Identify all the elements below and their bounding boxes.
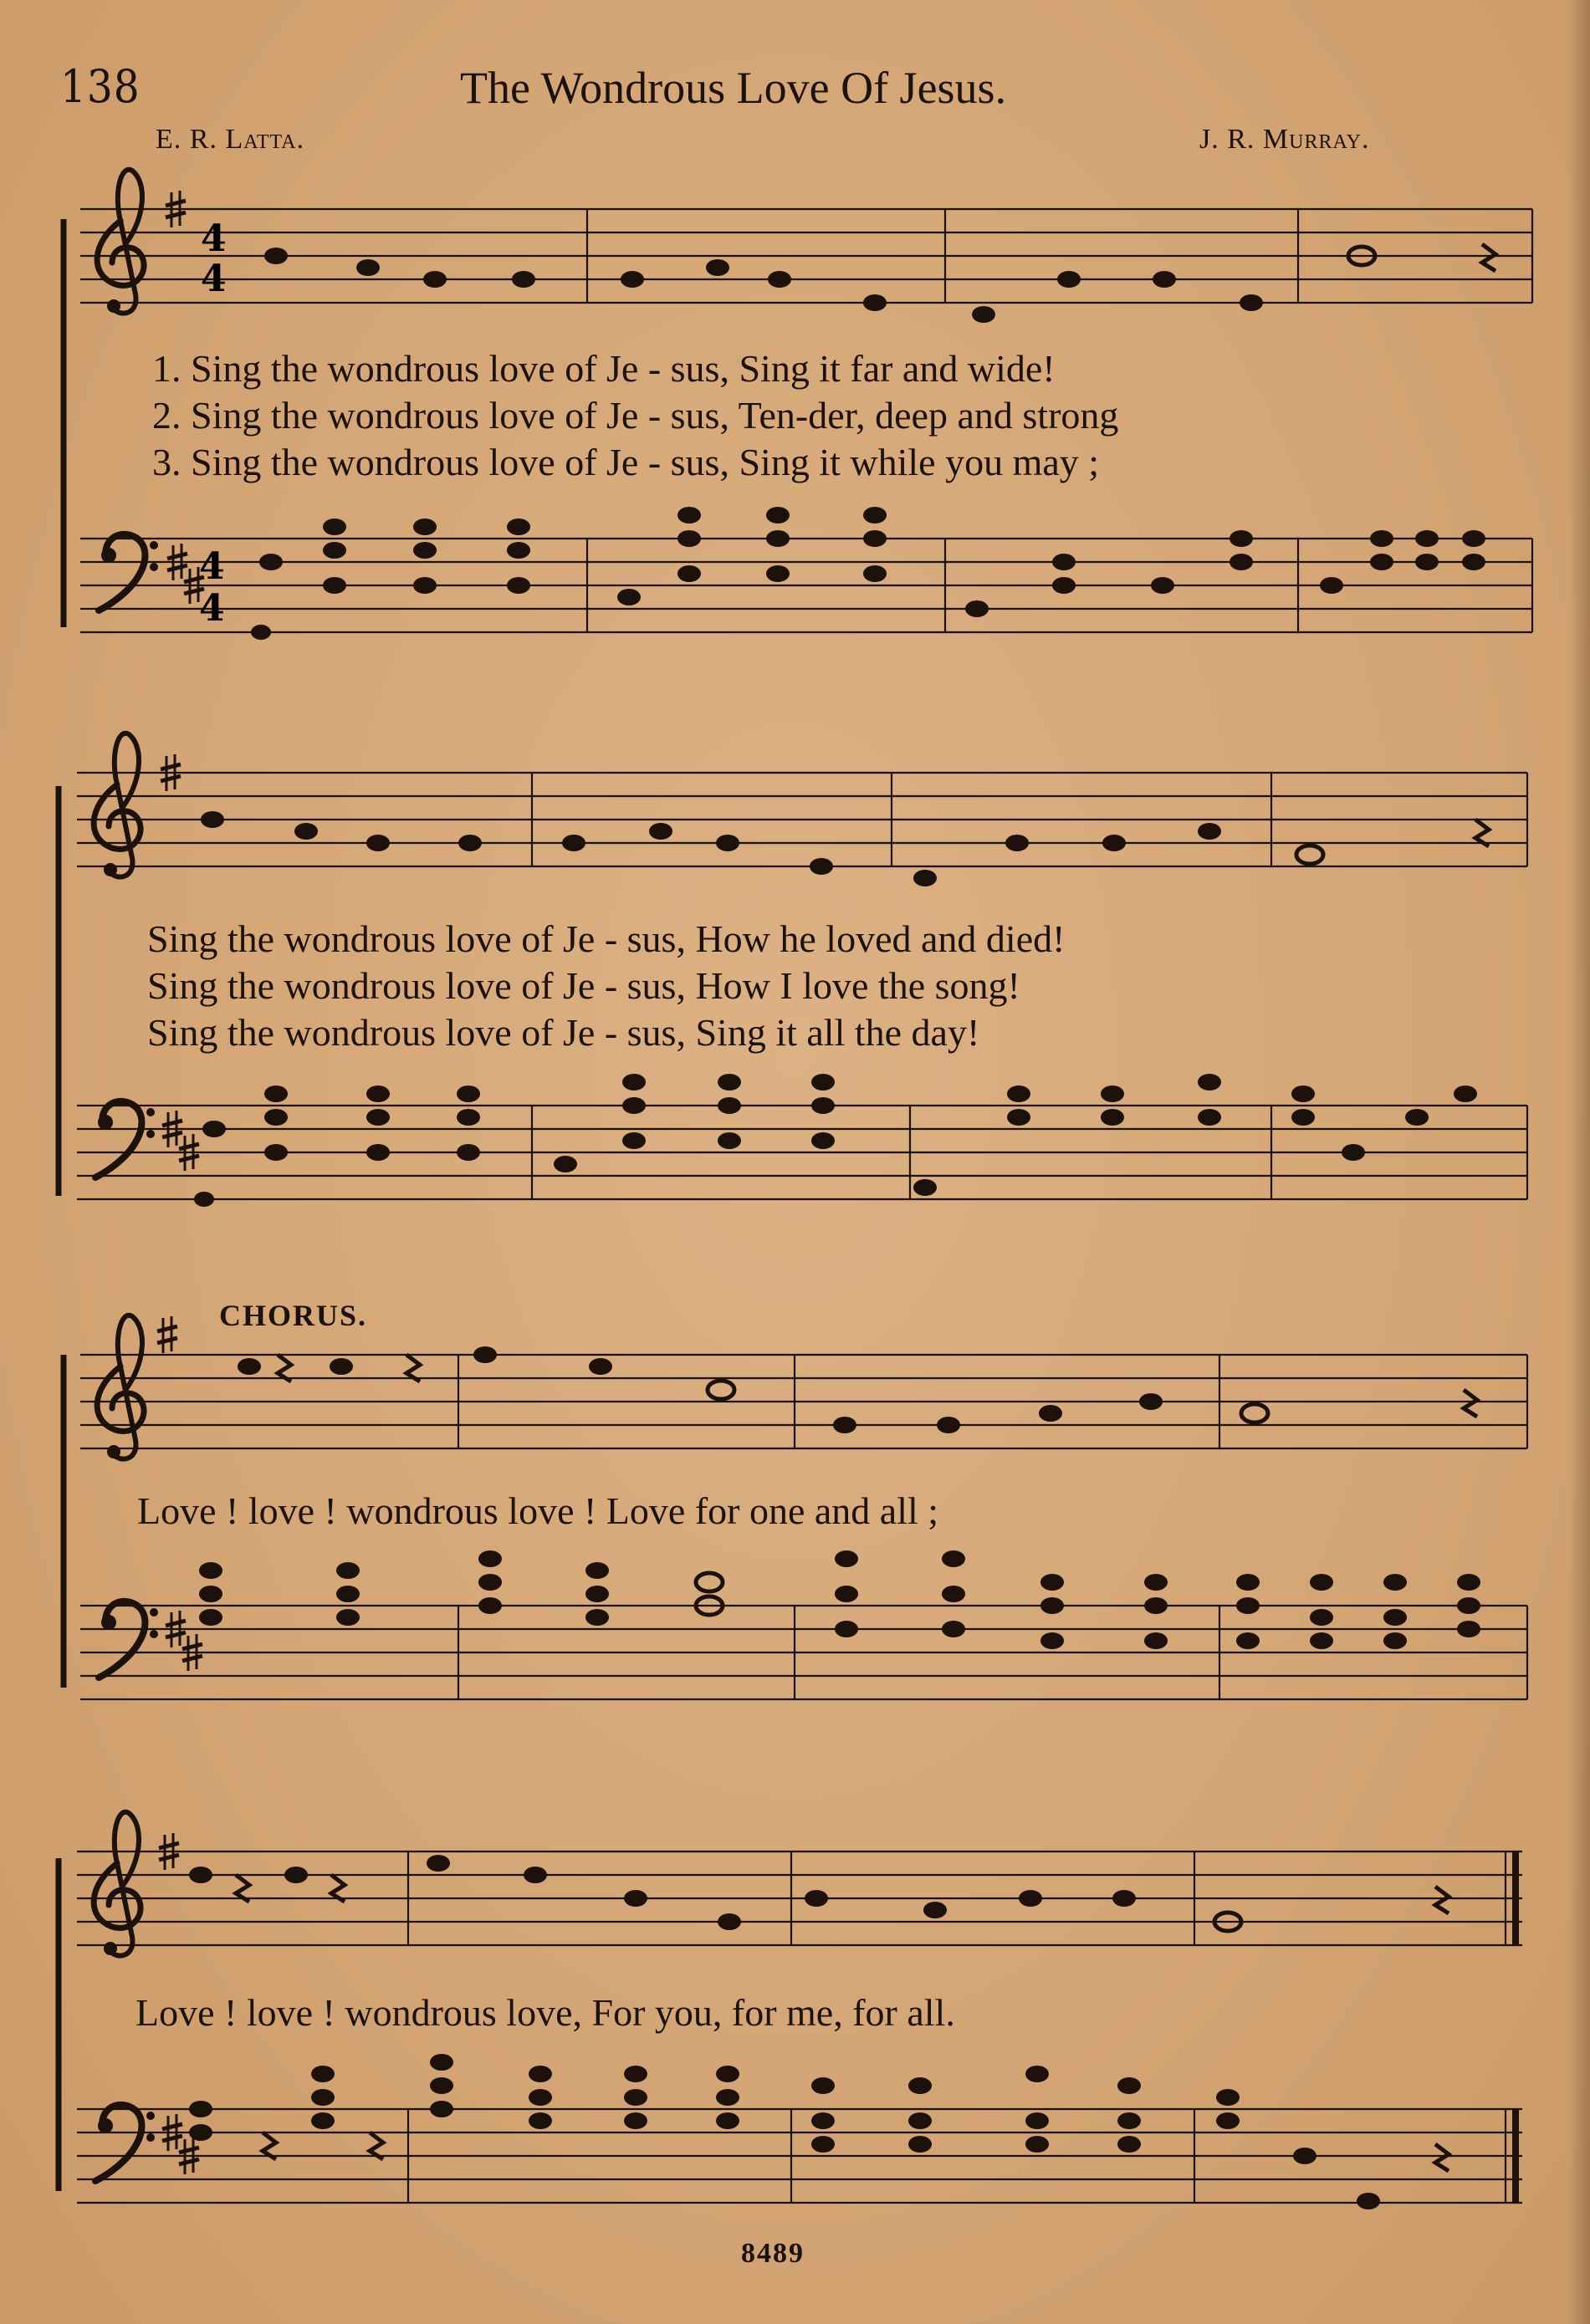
svg-text:4: 4 [199, 587, 225, 630]
chorus-label: CHORUS. [219, 1299, 368, 1332]
lyricist-credit: E. R. Latta. [156, 124, 305, 155]
plate-number: 8489 [741, 2238, 805, 2269]
verse-line2-stanza3: Sing the wondrous love of Je - sus, Sing it all the day! [147, 1011, 980, 1054]
chorus-line2: Love ! love ! wondrous love, For you, for me, for all. [135, 1991, 955, 2034]
svg-text:4: 4 [201, 258, 227, 300]
verse-line1-stanza1: 1. Sing the wondrous love of Je - sus, Sing it far and wide! [152, 347, 1056, 390]
composer-credit: J. R. Murray. [1199, 124, 1370, 155]
verse-line1-stanza3: 3. Sing the wondrous love of Je - sus, Sing it while you may ; [152, 441, 1100, 483]
page-number: 138 [60, 60, 141, 113]
svg-text:4: 4 [201, 217, 227, 260]
verse-line2-stanza1: Sing the wondrous love of Je - sus, How he loved and died! [147, 917, 1066, 960]
verse-line2-stanza2: Sing the wondrous love of Je - sus, How I love the song! [147, 964, 1020, 1007]
svg-text:4: 4 [199, 545, 225, 588]
chorus-line1: Love ! love ! wondrous love ! Love for one and all ; [137, 1489, 939, 1532]
hymn-title: The Wondrous Love Of Jesus. [460, 63, 1007, 113]
verse-line1-stanza2: 2. Sing the wondrous love of Je - sus, Ten-der, deep and strong [152, 394, 1119, 437]
